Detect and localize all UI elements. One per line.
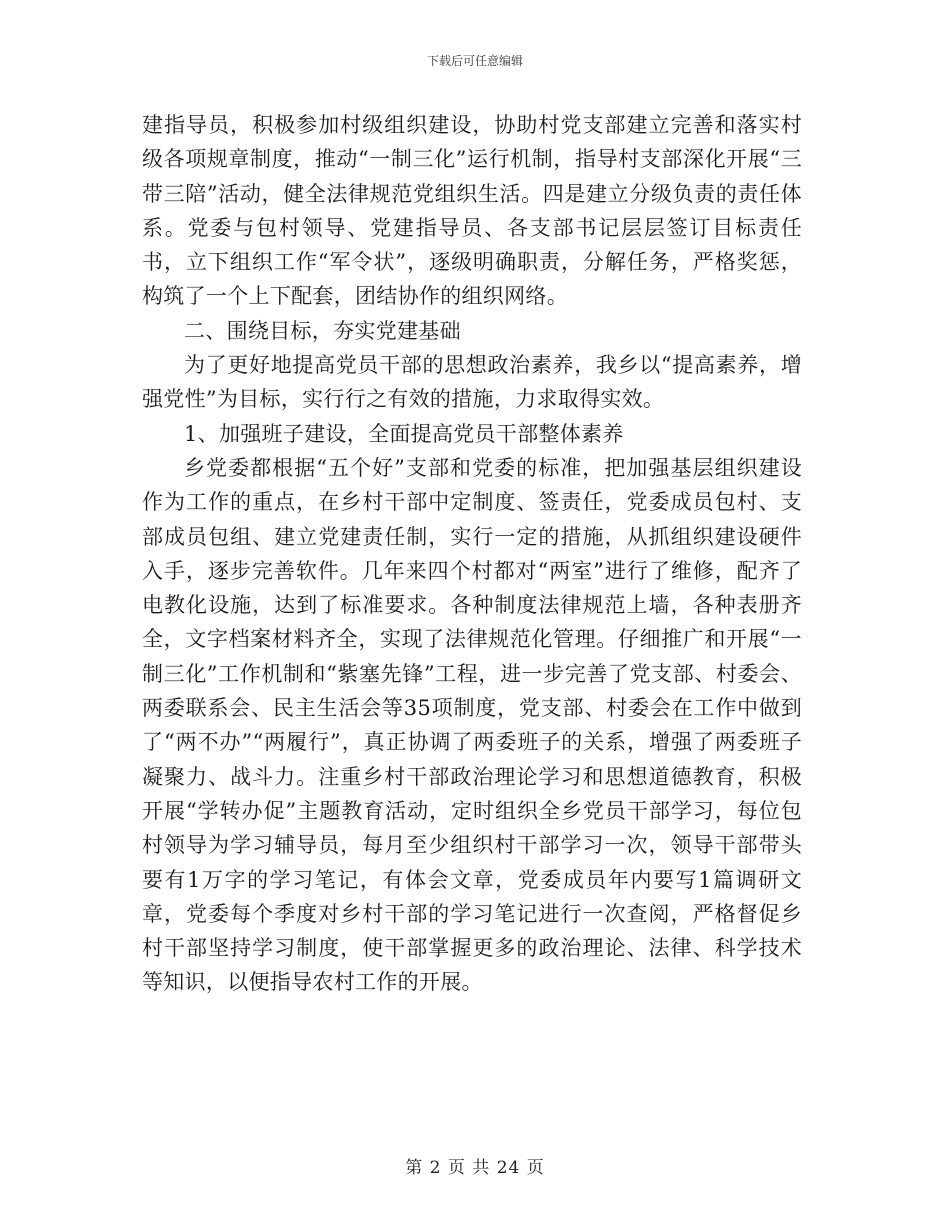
page-header-note: 下载后可任意编辑 — [426, 54, 523, 68]
section-heading: 二、围绕目标，夯实党建基础 — [184, 318, 461, 343]
paragraph-continuation: 建指导员，积极参加村级组织建设，协助村党支部建立完善和落实村级各项规章制度，推动“一制三化”运行机制，指导村支部深化开展“三带三陪”活动，健全法律规范党组织生活。四是建立分级负责的责任体系。党委与包村领导、党建指导员、各支部书记层层签订目标责任书，立下组织工作“军令状”，逐级明确职责，分解任务，严格奖惩，构筑了一个上下配套，团结协作的组织网络。 — [142, 113, 802, 309]
subsection-heading: 1、加强班子建设，全面提高党员干部整体素养 — [184, 421, 624, 446]
document-body — [142, 108, 802, 1000]
paragraph: 乡党委都根据“五个好”支部和党委的标准，把加强基层组织建设作为工作的重点，在乡村干部中定制度、签责任，党委成员包村、支部成员包组、建立党建责任制，实行一定的措施，从抓组织建设硬件入手，逐步完善软件。几年来四个村都对“两室”进行了维修，配齐了电教化设施，达到了标准要求。各种制度法律规范上墙，各种表册齐全，文字档案材料齐全，实现了法律规范化管理。仔细推广和开展“一制三化”工作机制和“紫塞先锋”工程，进一步完善了党支部、村委会、两委联系会、民主生活会等35项制度，党支部、村委会在工作中做到了“两不办”“两履行”，真正协调了两委班子的关系，增强了两委班子凝聚力、战斗力。注重乡村干部政治理论学习和思想道德教育，积极开展“学转办促”主题教育活动，定时组织全乡党员干部学习，每位包村领导为学习辅导员，每月至少组织村干部学习一次，领导干部带头要有1万字的学习笔记，有体会文章，党委成员年内要写1篇调研文章，党委每个季度对乡村干部的学习笔记进行一次查阅，严格督促乡村干部坚持学习制度，使干部掌握更多的政治理论、法律、科学技术等知识，以便指导农村工作的开展。 — [142, 455, 802, 995]
paragraph: 为了更好地提高党员干部的思想政治素养，我乡以“提高素养，增强党性”为目标，实行行之有效的措施，力求取得实效。 — [142, 353, 802, 412]
page-number: 第 2 页 共 24 页 — [405, 1158, 545, 1178]
